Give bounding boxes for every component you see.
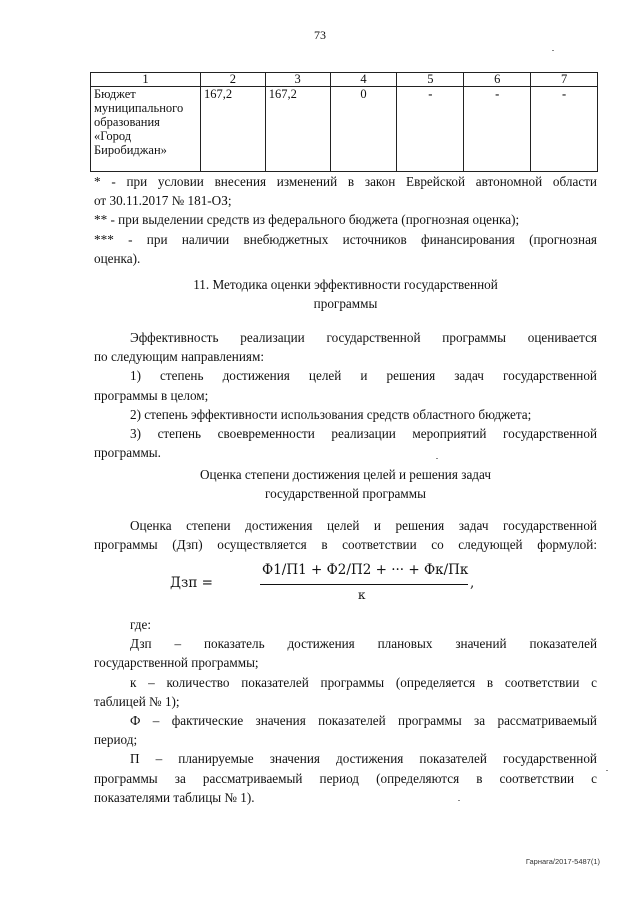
section-title-line: программы (313, 296, 378, 312)
subsection-title-line: Оценка степени достижения целей и решения задач (200, 467, 491, 482)
scan-speck (606, 770, 608, 771)
page-number: 73 (314, 28, 326, 42)
section-title (94, 275, 597, 313)
formula-denominator: к (358, 588, 366, 602)
table-header-row (91, 73, 598, 87)
table-cell: - (464, 87, 531, 172)
footnote-line: от 30.11.2017 № 181-ОЗ; (94, 193, 232, 209)
intro-block (94, 328, 597, 462)
footnote-line: ** - при выделении средств из федерального бюджета (прогнозная оценка); (94, 212, 520, 228)
table-header-cell: 5 (397, 73, 464, 87)
section-title-line: 11. Методика оценки эффективности государственной (193, 277, 498, 292)
formula-intro (94, 516, 597, 554)
subsection-title (94, 465, 597, 503)
list-item-cont: программы в целом; (94, 387, 209, 403)
list-item-cont: программы. (94, 445, 161, 461)
formula-numerator: Ф1/П1 + Ф2/П2 + ··· + Фк/Пк (262, 562, 469, 578)
where-label: где: (130, 617, 151, 632)
table-cell: 167,2 (265, 87, 330, 172)
table-cell: - (531, 87, 598, 172)
definition-line: программы за рассматриваемый период (определяются в соответствии с (94, 770, 597, 786)
formula-lhs: Дзп = (170, 575, 213, 591)
definition-line: П – планируемые значения достижения показателей государственной (130, 751, 597, 767)
table-header-cell: 2 (200, 73, 265, 87)
table-row (91, 87, 598, 172)
budget-table (90, 72, 598, 172)
definition-line: к – количество показателей программы (определяется в соответствии с (130, 674, 597, 690)
list-item: 2) степень эффективности использования средств областного бюджета; (130, 406, 532, 422)
scan-speck (458, 800, 460, 801)
footnote-line: оценка). (94, 250, 141, 266)
table-header-cell: 7 (531, 73, 598, 87)
definition-line: Ф – фактические значения показателей программы за рассматриваемый (130, 713, 597, 729)
table-header-cell: 4 (330, 73, 397, 87)
document-code: Гарнага/2017-5487(1) (525, 857, 600, 866)
formula-comma: , (470, 575, 475, 591)
fraction-bar (260, 584, 468, 585)
table-header-cell: 3 (265, 73, 330, 87)
definition-line: показателями таблицы № 1). (94, 789, 255, 805)
footnote-line: *** - при наличии внебюджетных источников финансирования (прогнозная (94, 231, 597, 247)
definition-line: государственной программы; (94, 655, 259, 671)
table-cell: 167,2 (200, 87, 265, 172)
definition-line: Дзп – показатель достижения плановых значений показателей (130, 636, 597, 652)
efficiency-formula (170, 562, 500, 608)
subsection-title-line: государственной программы (265, 486, 426, 502)
definition-line: период; (94, 732, 138, 748)
list-item: 3) степень своевременности реализации мероприятий государственной (130, 426, 597, 442)
list-item: 1) степень достижения целей и решения задач государственной (130, 368, 597, 384)
table-cell-source: Бюджет муниципального образования «Город Биробиджан» (91, 87, 201, 172)
scan-speck (552, 50, 554, 51)
definitions (94, 615, 597, 807)
definition-line: таблицей № 1); (94, 693, 180, 709)
para-line: программы (Дзп) осуществляется в соответствии со следующей формулой: (94, 537, 597, 553)
footnotes (94, 172, 597, 268)
scan-speck (436, 458, 438, 459)
intro-line: по следующим направлениям: (94, 349, 264, 365)
table-cell: 0 (330, 87, 397, 172)
table-cell: - (397, 87, 464, 172)
para-line: Оценка степени достижения целей и решения задач государственной (130, 518, 597, 533)
table-header-cell: 1 (91, 73, 201, 87)
intro-line: Эффективность реализации государственной программы оценивается (130, 330, 597, 345)
footnote-line: * - при условии внесения изменений в закон Еврейской автономной области (94, 174, 597, 189)
table-header-cell: 6 (464, 73, 531, 87)
